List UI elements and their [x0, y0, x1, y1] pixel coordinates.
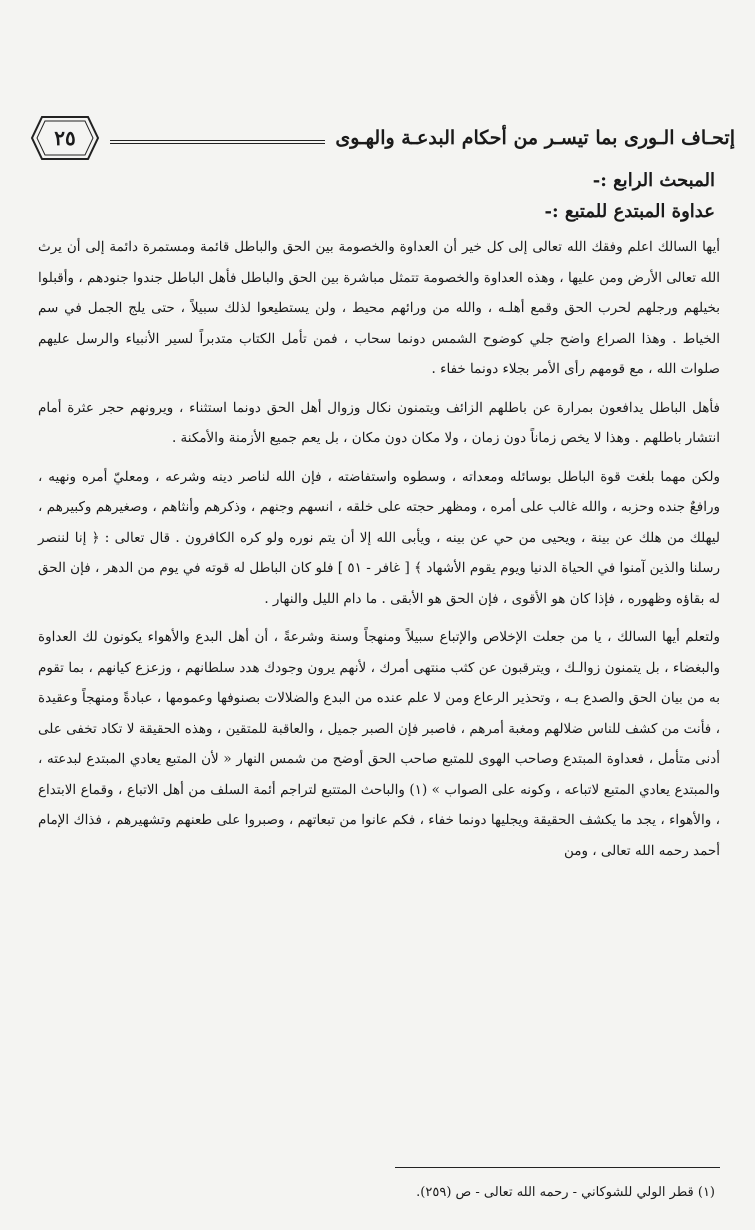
paragraph: ولكن مهما بلغت قوة الباطل بوسائله ومعداته ، وسطوه واستفاضته ، فإن الله لناصر دينه وشرعه ، ومعليّ أمره ونهيه ، ورافعٌ جنده وحزبه ، والله غالب على أمره ، ومظهر حجته على خلقه ، انسهم وجنهم ، وذكرهم وأنثاهم ، وصغيرهم وكبيرهم ، ليهلك من هلك عن بينة ، ويحيى من حي عن بينه ، ويأبى الله إلا أن يتم نوره ولو كره الكافرون . قال تعالى : ﴿ إنا لننصر رسلنا والذين آمنوا في الحياة الدنيا ويوم يقوم الأشهاد ﴾ [ غافر - ٥١ ] فلو كان الباطل له قوته في يوم من الدهر ، فإن الحق له بقاؤه وظهوره ، فإذا كان هو الأقوى ، فإن الحق هو الأبقى . ما دام الليل والنهار .	[38, 468, 720, 607]
body-text	[38, 232, 720, 874]
footnote: (١) قطر الولي للشوكاني - رحمه الله تعالى - ص (٢٥٩).	[416, 1185, 715, 1200]
paragraph: فأهل الباطل يدافعون بمرارة عن باطلهم الزائف ويتمنون نكال وزوال أهل الحق دونما استثناء ، ويرونهم حجر عثرة أمام انتشار باطلهم . وهذا لا يخص زماناً دون زمان ، ولا مكان دون مكان ، بل يعم جميع الأزمنة والأمكنة .	[38, 399, 720, 446]
paragraph: ولتعلم أيها السالك ، يا من جعلت الإخلاص والإتباع سبيلاً ومنهجاً وسنة وشرعةً ، أن أهل البدع والأهواء يكونون لك العداوة والبغضاء ، بل يتمنون زوالـك ، ويترقبون عن كثب منتهى أمرك ، لأنهم يرون وجودك هدد سلطانهم ، وزعزع كيانهم ، بما تقوم به من بيان الحق والصدع بـه ، وتحذير الرعاع ومن لا علم عنده من البدع والضلالات بصنوفها وعمومها ، عبادةً ومنهجاً وعقيدة ، فأنت من كشف للناس ضلالهم ومغبة أمرهم ، فاصبر فإن الصبر جميل ، والعاقبة للمتقين ، وهذه الحقيقة لا تكاد تخفى على أدنى متأمل ، فعداوة المبتدع وصاحب الهوى للمتبع صاحب الحق أوضح من شمس النهار « لأن المتبع يعادي المبتدع لبدعته ، والمبتدع يعادي المتبع لاتباعه ، وكونه على الصواب » (١) والباحث المتتبع لتراجم أئمة السلف من أهل الاتباع ، وقماع الابتداع ، والأهواء ، يجد ما يكشف الحقيقة ويجليها دونما خفاء ، فكم عانوا من تبعاتهم ، وصبروا على طعنهم وتشهيرهم ، فذاك الإمام أحمد رحمه الله تعالى ، ومن	[38, 629, 720, 859]
section-subtitle: عداوة المبتدع للمتبع :-	[544, 201, 715, 222]
running-header	[30, 110, 735, 166]
section-title: المبحث الرابع :-	[592, 170, 715, 191]
header-rule	[110, 140, 325, 144]
page-number-ornament	[30, 113, 100, 163]
book-title: إتحـاف الـورى بما تيسـر من أحكام البدعـة والهـوى	[335, 127, 735, 149]
paragraph: أيها السالك اعلم وفقك الله تعالى إلى كل خير أن العداوة والخصومة بين الحق والباطل قائمة ومستمرة دائمة إلى أن يرث الله تعالى الأرض ومن عليها ، وهذه العداوة والخصومة تتمثل مباشرة بين الحق والباطل فأهل الباطل جندوا جنودهم ، وأقبلوا بخيلهم ورجلهم لحرب الحق وقمع أهلـه ، والله من ورائهم محيط ، ولن يستطيعوا لذلك سبيلاً ، حتى يلج الجمل في سم الخياط . وهذا الصراع واضح جلي كوضوح الشمس دونما سحاب ، فمن تأمل الكتاب متدبراً لسير الأنبياء والرسل عليهم صلوات الله ، مع قومهم رأى الأمر بجلاء دونما خفاء .	[38, 239, 721, 377]
footnote-separator	[395, 1167, 720, 1168]
page-number: ٢٥	[54, 126, 76, 150]
